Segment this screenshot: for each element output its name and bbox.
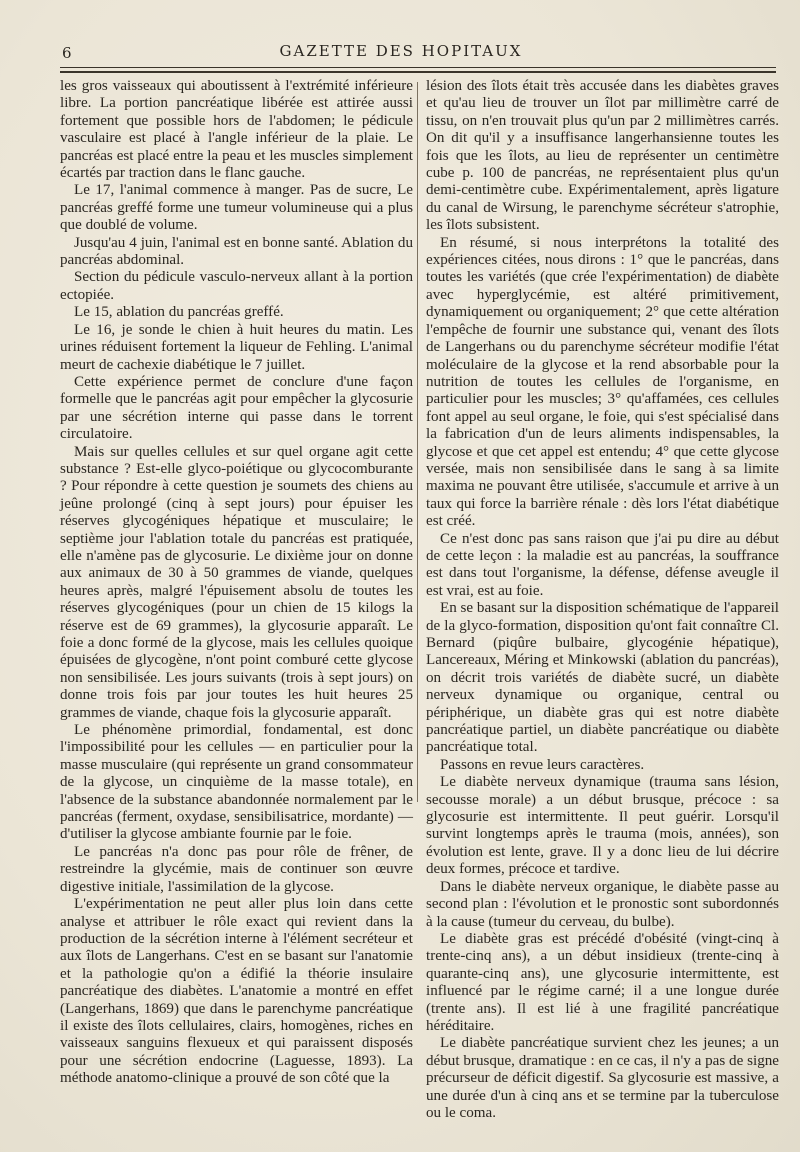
paragraph: les gros vaisseaux qui aboutissent à l'extrémité inférieure libre. La portion pancréatique libérée est attirée aussi fortement que possible hors de l'abdomen; le pédicule vasculaire est placé à l'angle inférieur de la plaie. Le pancréas est placé entre la peau et les muscles simplement écartés par traction dans le flanc gauche. <box>60 78 413 182</box>
paragraph: Le pancréas n'a donc pas pour rôle de frêner, de restreindre la glycémie, mais de continuer son œuvre digestive initiale, l'assimilation de la glycose. <box>60 843 413 895</box>
paragraph: Le phénomène primordial, fondamental, est donc l'impossibilité pour les cellules — en particulier pour la masse musculaire (qui représente un grand consommateur de la glycose, un cinquième de la masse totale), en l'absence de la substance abandonnée normalement par le pancréas (ferment, oxydase, sensibilisatrice, mordante) — d'utiliser la glycose ambiante fournie par le foie. <box>60 722 413 843</box>
header-rule-thick <box>60 71 776 73</box>
paragraph: Le diabète nerveux dynamique (trauma sans lésion, secousse morale) a un début brusque, précoce : sa glycosurie est intermittente. Il peut guérir. Lorsqu'il survint longtemps après le trauma (mois, années), son évolution est lente, grave. Il y a donc lieu de lui décrire deux formes, précoce et tardive. <box>426 774 779 878</box>
left-column <box>60 78 413 1088</box>
paragraph: Le 17, l'animal commence à manger. Pas de sucre, Le pancréas greffé forme une tumeur volumineuse qui a plus que doublé de volume. <box>60 182 413 234</box>
right-column <box>426 78 779 1122</box>
running-title: GAZETTE DES HOPITAUX <box>279 42 523 60</box>
paragraph: L'expérimentation ne peut aller plus loin dans cette analyse et attribuer le rôle exact qui revient dans la production de la sécrétion interne à l'élément secréteur et aux îlots de Langerhans. C'est en se basant sur l'anatomie et la pathologie qu'on a édifié la théorie insulaire pancréatique des diabètes. L'anatomie a montré en effet (Langerhans, 1869) que dans le parenchyme pancréatique il existe des îlots cellulaires, clairs, homogènes, riches en vaisseaux sanguins flexueux et qui paraissent disposés pour une sécrétion endocrine (Laguesse, 1893). La méthode anatomo-clinique a prouvé de son côté que la <box>60 896 413 1087</box>
paragraph: Le diabète gras est précédé d'obésité (vingt-cinq à trente-cinq ans), a un début insidieux (trente-cinq à quarante-cinq ans), une glycosurie intermittente, est influencé par le régime carné; il a une longue durée (trente ans). Il est lié à une fragilité pancréatique héréditaire. <box>426 930 779 1034</box>
paragraph: lésion des îlots était très accusée dans les diabètes graves et qu'au lieu de trouver un îlot par millimètre carré de tissu, on n'en trouvait plus qu'un par 2 millimètres carrés. On dit qu'il y a insuffisance langerhansienne toutes les fois que les îlots, au lieu de représenter un centimètre cube p. 100 de pancréas, ne représentaient plus qu'un demi-centimètre cube. Expérimentalement, après ligature du canal de Wirsung, le parenchyme sécréteur s'atrophie, les îlots subsistent. <box>426 78 779 234</box>
page-number: 6 <box>62 44 72 62</box>
paragraph: Section du pédicule vasculo-nerveux allant à la portion ectopiée. <box>60 269 413 303</box>
paragraph: Le 15, ablation du pancréas greffé. <box>74 304 284 321</box>
paragraph: Dans le diabète nerveux organique, le diabète passe au second plan : l'évolution et le pronostic sont subordonnés à la cause (tumeur du cerveau, du bulbe). <box>426 878 779 930</box>
column-divider <box>417 82 418 802</box>
header-rule-thin <box>60 67 776 68</box>
paragraph: En se basant sur la disposition schématique de l'appareil de la glyco-formation, disposition qu'ont fait connaître Cl. Bernard (piqûre bulbaire, glycogénie hépatique), Lancereaux, Méring et Minkowski (ablation du pancréas), on décrit trois variétés de diabète sucré, un diabète nerveux dynamique ou organique, central ou périphérique, un diabète gras qui est notre diabète pancréatique partiel, un diabète pancréatique ou diabète pancréatique total. <box>426 600 779 756</box>
paragraph: Passons en revue leurs caractères. <box>440 756 645 773</box>
paragraph: Mais sur quelles cellules et sur quel organe agit cette substance ? Est-elle glyco-poiétique ou glycocomburante ? Pour répondre à cette question je soumets des chiens au jeûne prolongé (cinq à sept jours) pour épuiser les réserves glycogéniques hépatique et musculaire; le septième jour l'ablation totale du pancréas est pratiquée, elle n'amène pas de glycosurie. Le dixième jour on donne aux animaux de 30 à 50 grammes de viande, quelques heures après, malgré l'épuisement absolu de toutes les réserves glycogéniques (pour un chien de 15 kilogs la réserve est de 69 grammes), la glycosurie apparaît. Le foie a donc formé de la glycose, mais les cellules quoique épuisées de glycogène, n'ont point comburé cette glycose non sensibilisée. Les jours suivants (trois à sept jours) on donne trois fois par jour toutes les huit heures 25 grammes de viande, chaque fois la glycosurie apparaît. <box>60 443 413 721</box>
page-header <box>60 40 742 64</box>
paragraph: Le 16, je sonde le chien à huit heures du matin. Les urines réduisent fortement la liqueur de Fehling. L'animal meurt de cachexie diabétique le 7 juillet. <box>60 321 413 373</box>
paragraph: Le diabète pancréatique survient chez les jeunes; a un début brusque, dramatique : en ce cas, il n'y a pas de signe précurseur de déficit digestif. Sa glycosurie est massive, a une durée d'un à cinq ans et se termine par la tuberculose ou le coma. <box>426 1035 779 1121</box>
paragraph: Ce n'est donc pas sans raison que j'ai pu dire au début de cette leçon : la maladie est au pancréas, la souffrance est dans tout l'organisme, la défense, défense aveugle il est vrai, est au foie. <box>426 530 779 599</box>
paragraph: Jusqu'au 4 juin, l'animal est en bonne santé. Ablation du pancréas abdominal. <box>60 234 413 269</box>
paragraph: En résumé, si nous interprétons la totalité des expériences citées, nous dirons : 1° que le pancréas, dans toutes les variétés (que crée l'expérimentation) de diabète avec hyperglycémie, est altéré primitivement, dynamiquement ou organiquement; 2° que cette altération l'empêche de fournir une substance qui, venant des îlots de Langerhans ou du parenchyme sécréteur modifie l'état moléculaire de la glycose et la rend absorbable pour la nutrition de toutes les cellules de l'organisme, en particulier pour les muscles; 3° qu'affamées, ces cellules font appel au seul organe, le foie, qui s'est spécialisé dans la fabrication d'un de leurs aliments indispensables, la glycose et que cet appel est entendu; 4° que cette glycose versée, mais non sensibilisée dans le sang à sa limite maxima ne pouvant être utilisée, s'accumule et arrive à un taux qui force la barrière rénale : dès lors l'état diabétique est créé. <box>426 234 779 530</box>
paragraph: Cette expérience permet de conclure d'une façon formelle que le pancréas agit pour empêcher la glycosurie par une sécrétion interne qui passe dans le torrent circulatoire. <box>60 373 413 443</box>
